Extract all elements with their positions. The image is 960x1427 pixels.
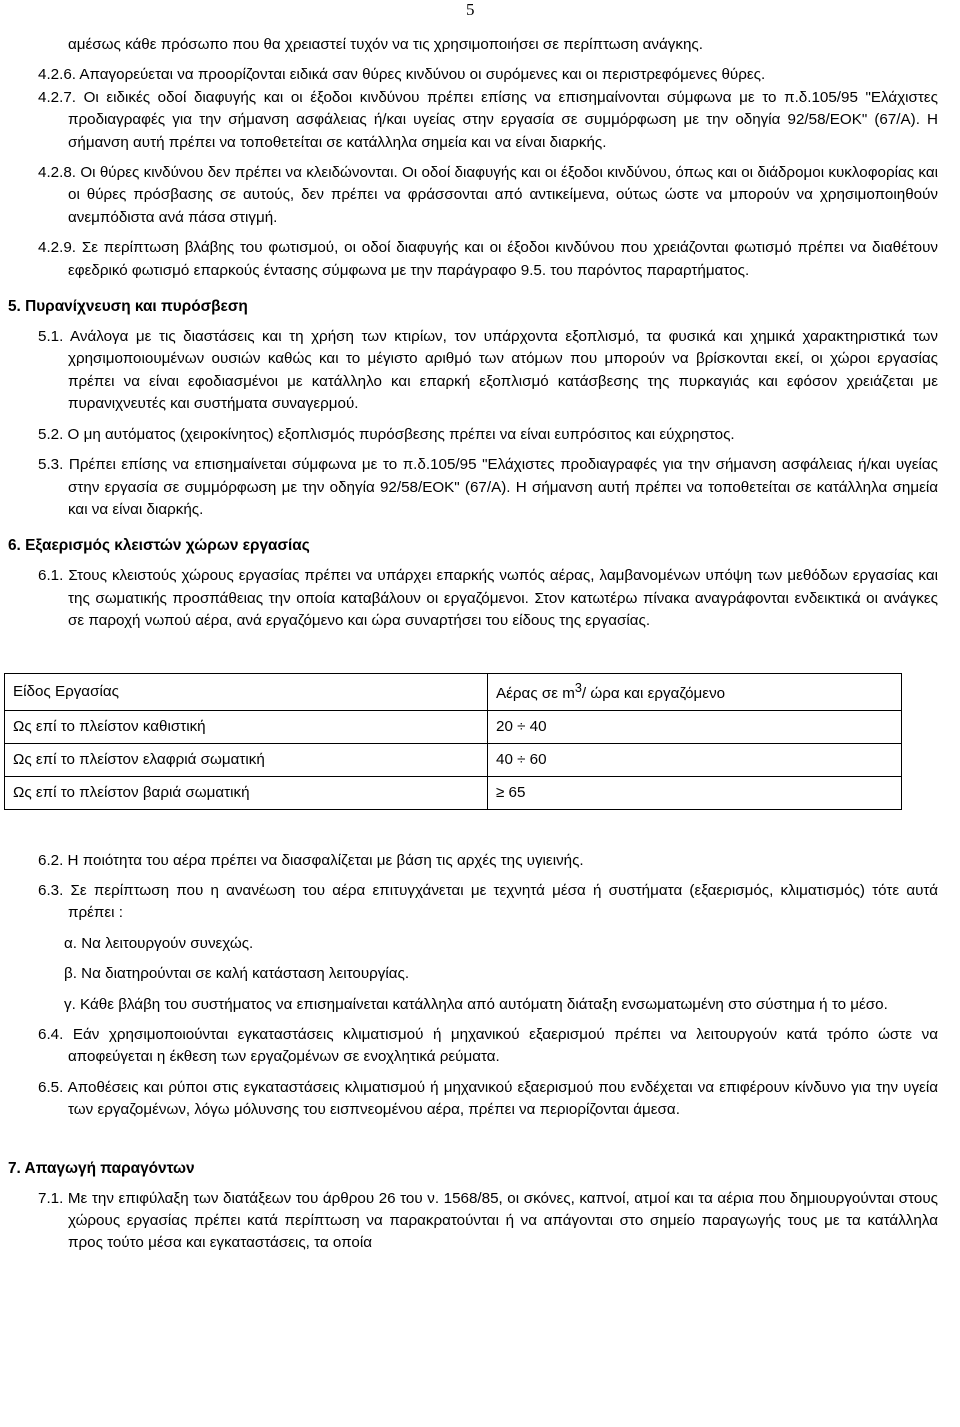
table-header-air-rate xyxy=(488,673,902,710)
paragraph-7-1: 7.1. Με την επιφύλαξη των διατάξεων του άρθρου 26 του ν. 1568/85, οι σκόνες, καπνοί, ατμοί και τα αέρια που δημιουργούνται στους χώρους εργασίας πρέπει κατά περίπτωση να παρακρατούνται ή να απάγονται στο σημείο παραγωγής τους με τα κατάλληλα προς τούτο μέσα και εγκαταστάσεις, τα οποία xyxy=(38,1189,938,1252)
air-rate-unit-exponent: 3 xyxy=(574,681,582,695)
section-heading-7: 7. Απαγωγή παραγόντων xyxy=(8,1159,195,1177)
paragraph-4-2-9: 4.2.9. Σε περίπτωση βλάβης του φωτισμού, οι οδοί διαφυγής και οι έξοδοι κινδύνου που χρειάζονται φωτισμό πρέπει να διαθέτουν εφεδρικό φωτισμό επαρκούς έντασης σύμφωνα με την παράγραφο 9.5. του παρόντος παραρτήματος. xyxy=(38,239,938,279)
paragraph-5-3: 5.3. Πρέπει επίσης να επισημαίνεται σύμφωνα με το π.δ.105/95 "Ελάχιστες προδιαγραφές για την σήμανση ασφάλειας ή/και υγείας στην εργασία σε συμμόρφωση με την οδηγία 92/58/ΕΟΚ" (67/Α). Η σήμανση αυτή πρέπει να τοποθετείται σε κατάλληλα σημεία και να είναι διαρκής. xyxy=(38,456,938,518)
paragraph-6-5: 6.5. Αποθέσεις και ρύποι στις εγκαταστάσεις κλιματισμού ή μηχανικού εξαερισμού που ενδέχεται να επιφέρουν κίνδυνο για την υγεία των εργαζομένων, λόγω μόλυνσης του εισπνεομένου αέρα, πρέπει να περιορίζονται άμεσα. xyxy=(38,1078,938,1119)
table-header-work-type: Είδος Εργασίας xyxy=(5,673,488,710)
table-cell-work-type: Ως επί το πλείστον βαριά σωματική xyxy=(5,776,488,809)
paragraph-4-2-6: 4.2.6. Απαγορεύεται να προορίζονται ειδικά σαν θύρες κινδύνου οι συρόμενες και οι περιστρεφόμενες θύρες. xyxy=(38,66,766,84)
table-row xyxy=(5,743,902,776)
table-header-row xyxy=(5,673,902,710)
air-supply-table xyxy=(4,673,902,810)
section-heading-6: 6. Εξαερισμός κλειστών χώρων εργασίας xyxy=(8,537,310,555)
document-body xyxy=(8,34,938,1255)
list-item-6-3-c: γ. Κάθε βλάβη του συστήματος να επισημαίνεται κατάλληλα από αυτόματη διάταξη ενσωματωμένη στο σύστημα ή το μέσο. xyxy=(64,995,888,1013)
table-cell-air-rate: 40 ÷ 60 xyxy=(488,743,902,776)
table-row xyxy=(5,776,902,809)
paragraph-6-1: 6.1. Στους κλειστούς χώρους εργασίας πρέπει να υπάρχει επαρκής νωπός αέρας, λαμβανομένων υπόψη των μεθόδων εργασίας και της σωματικής προσπάθειας την οποία καταβάλουν οι εργαζόμενοι. Στον κατωτέρω πίνακα αναγράφονται ενδεικτικά οι ανάγκες σε παροχή νωπού αέρα, ανά εργαζόμενο και ώρα συναρτήσει του είδους της εργασίας. xyxy=(38,567,938,630)
paragraph-6-2: 6.2. Η ποιότητα του αέρα πρέπει να διασφαλίζεται με βάση τις αρχές της υγιεινής. xyxy=(38,851,584,869)
air-rate-label: Αέρας σε m xyxy=(496,685,575,703)
paragraph-5-2: 5.2. Ο μη αυτόματος (χειροκίνητος) εξοπλισμός πυρόσβεσης πρέπει να είναι ευπρόσιτος και εύχρηστος. xyxy=(38,425,735,443)
paragraph-4-2-7: 4.2.7. Οι ειδικές οδοί διαφυγής και οι έξοδοι κινδύνου πρέπει επίσης να επισημαίνονται σύμφωνα με το π.δ.105/95 "Ελάχιστες προδιαγραφές για την σήμανση ασφάλειας ή/και υγείας στην εργασία σε συμμόρφωση με την οδηγία 92/58/ΕΟΚ" (67/Α). Η σήμανση αυτή πρέπει να τοποθετείται σε κατάλληλα σημεία και να είναι διαρκής. xyxy=(38,88,938,151)
paragraph-6-3: 6.3. Σε περίπτωση που η ανανέωση του αέρα επιτυγχάνεται με τεχνητά μέσα ή συστήματα (εξαερισμός, κλιματισμός) τότε αυτά πρέπει : xyxy=(38,881,938,922)
paragraph-6-4: 6.4. Εάν χρησιμοποιούνται εγκαταστάσεις κλιματισμού ή μηχανικού εξαερισμού πρέπει να λειτουργούν κατά τρόπο ώστε να αποφεύγεται η έκθεση των εργαζομένων σε ενοχλητικά ρεύματα. xyxy=(38,1025,938,1066)
section-heading-5: 5. Πυρανίχνευση και πυρόσβεση xyxy=(8,298,248,316)
table-row xyxy=(5,710,902,743)
table-cell-air-rate: 20 ÷ 40 xyxy=(488,710,902,743)
paragraph-continuation: αμέσως κάθε πρόσωπο που θα χρειαστεί τυχόν να τις χρησιμοποιήσει σε περίπτωση ανάγκης. xyxy=(68,36,703,53)
list-item-6-3-b: β. Να διατηρούνται σε καλή κατάσταση λειτουργίας. xyxy=(64,965,410,983)
air-rate-label-suffix: / ώρα και εργαζόμενο xyxy=(581,685,726,703)
paragraph-4-2-8: 4.2.8. Οι θύρες κινδύνου δεν πρέπει να κλειδώνονται. Οι οδοί διαφυγής και οι έξοδοι κινδύνου, όπως και οι διάδρομοι κυκλοφορίας και οι θύρες πρόσβασης σε αυτούς, δεν πρέπει να φράσσονται από αντικείμενα, ούτως ώστε να μπορούν να χρησιμοποιηθούν ανεμπόδιστα ανά πάσα στιγμή. xyxy=(38,164,938,226)
table-cell-work-type: Ως επί το πλείστον ελαφριά σωματική xyxy=(5,743,488,776)
table-cell-air-rate: ≥ 65 xyxy=(488,776,902,809)
list-item-6-3-a: α. Να λειτουργούν συνεχώς. xyxy=(64,934,254,952)
table-cell-work-type: Ως επί το πλείστον καθιστική xyxy=(5,710,488,743)
paragraph-5-1: 5.1. Ανάλογα με τις διαστάσεις και τη χρήση των κτιρίων, τον υπάρχοντα εξοπλισμό, τα φυσικά και χημικά χαρακτηριστικά των χρησιμοποιουμένων ουσιών καθώς και το μέγιστο αριθμό των ατόμων που μπορούν να βρίσκονται εκεί, οι χώροι εργασίας πρέπει να είναι εφοδιασμένοι με κατάλληλο και επαρκή εξοπλισμό κατάσβεσης της πυρκαγιάς και εφόσον χρειάζεται με πυρανιχνευτές και συστήματα συναγερμού. xyxy=(38,328,938,413)
page-number: 5 xyxy=(466,0,475,19)
